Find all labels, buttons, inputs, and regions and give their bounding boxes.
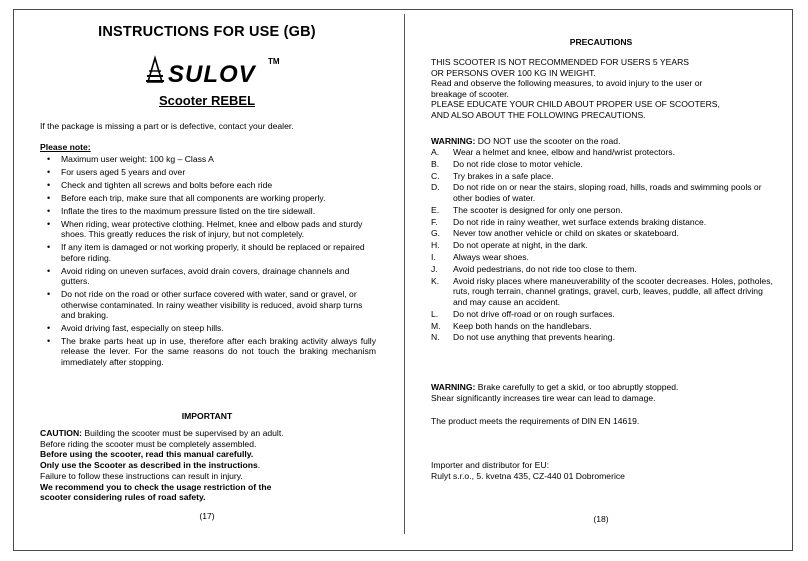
list-text: Do not ride in rainy weather, wet surface extends braking distance. — [453, 216, 707, 227]
standard-statement: The product meets the requirements of DIN EN 14619. — [431, 416, 640, 426]
precautions-list — [431, 147, 776, 344]
caution-period: . — [257, 460, 261, 471]
list-letter: D. — [431, 182, 440, 193]
list-letter: A. — [431, 147, 440, 157]
warning-text: Brake carefully to get a skid, or too abruptly stopped. — [475, 382, 679, 392]
list-letter: F. — [431, 216, 438, 227]
caution-line: We recommend you to check the usage restriction of the — [40, 481, 272, 492]
list-item: • Do not ride on the road or other surface covered with water, sand or gravel, or otherwise contaminated. In rainy weather visibility is reduced, avoid sharp turns and braking. — [40, 289, 376, 320]
importer-info — [431, 460, 776, 481]
caution-line: scooter considering rules of road safety. — [40, 492, 206, 503]
list-item — [431, 252, 776, 263]
list-item — [431, 182, 776, 203]
list-item — [431, 240, 776, 251]
list-text: The scooter is designed for only one person. — [453, 204, 623, 215]
list-item: • Avoid riding on uneven surfaces, avoid drain covers, drainage channels and gutters. — [40, 266, 376, 287]
intro-line: PLEASE EDUCATE YOUR CHILD ABOUT PROPER USE OF SCOOTERS, — [431, 99, 720, 110]
intro-line: THIS SCOOTER IS NOT RECOMMENDED FOR USERS 5 YEARS — [431, 57, 690, 67]
caution-line — [40, 428, 370, 439]
caution-line: Before using the scooter, read this manual carefully. — [40, 449, 254, 460]
page-number-right: (18) — [593, 514, 609, 524]
list-letter: I. — [431, 252, 436, 263]
intro-line: OR PERSONS OVER 100 KG IN WEIGHT. — [431, 67, 596, 78]
precautions-heading: PRECAUTIONS — [569, 37, 633, 47]
caution-text: Building the scooter must be supervised by an adult. — [82, 428, 284, 438]
intro-line: AND ALSO ABOUT THE FOLLOWING PRECAUTIONS. — [431, 109, 646, 120]
precautions-intro — [431, 57, 776, 121]
list-letter: B. — [431, 158, 440, 169]
list-item — [431, 147, 776, 158]
caution-line: Before riding the scooter must be completely assembled. — [40, 438, 257, 449]
caution-label: CAUTION: — [40, 428, 83, 438]
list-item — [431, 205, 776, 216]
list-letter: E. — [431, 204, 440, 215]
sulov-logo-mark — [146, 58, 164, 82]
warning-line: Shear significantly increases tire wear can lead to damage. — [431, 392, 656, 403]
product-name: Scooter REBEL — [158, 93, 256, 108]
logo-trademark: TM — [268, 57, 280, 66]
list-item — [431, 171, 776, 182]
intro-text: If the package is missing a part or is defective, contact your dealer. — [40, 121, 294, 131]
logo-wordmark: SULOV — [168, 61, 256, 86]
list-item: • If any item is damaged or not working properly, it should be replaced or repaired before riding. — [40, 242, 376, 263]
list-text: Avoid pedestrians, do not ride too close to them. — [453, 263, 637, 274]
list-item — [431, 264, 776, 275]
list-letter: H. — [431, 240, 440, 251]
caution-line: Failure to follow these instructions can result in injury. — [40, 470, 243, 481]
notes-list — [40, 154, 376, 370]
list-item — [431, 228, 776, 239]
list-item — [431, 321, 776, 332]
intro-line: Read and observe the following measures, to avoid injury to the user or — [431, 78, 703, 89]
warning-road — [431, 136, 620, 146]
list-text: Do not ride close to motor vehicle. — [453, 158, 583, 169]
list-text: Avoid risky places where maneuverability of the scooter decreases. Holes, potholes, ruts, rough terrain, channel gratings, gravel, curb, leaves, puddle, all affect driving and may cause an accident. — [453, 275, 773, 308]
list-item: • Check and tighten all screws and bolts before each ride — [40, 180, 376, 190]
list-text: Wear a helmet and knee, elbow and hand/wrist protectors. — [453, 147, 675, 157]
page-title: INSTRUCTIONS FOR USE (GB) — [98, 24, 316, 40]
list-text: Try brakes in a safe place. — [453, 170, 554, 181]
list-letter: L. — [431, 308, 439, 319]
sulov-logo — [142, 52, 282, 86]
list-letter: K. — [431, 275, 440, 286]
caution-bold-text: Only use the Scooter as described in the instructions — [40, 460, 258, 471]
list-item: • For users aged 5 years and over — [40, 167, 376, 177]
importer-line: Importer and distributor for EU: — [431, 460, 549, 470]
warning-text: DO NOT use the scooter on the road. — [475, 136, 621, 146]
warning-label: WARNING: — [431, 136, 476, 146]
list-letter: C. — [431, 170, 440, 181]
list-item — [431, 217, 776, 228]
warning-brake — [431, 382, 776, 403]
list-text: Never tow another vehicle or child on skates or skateboard. — [453, 228, 679, 239]
list-item: • The brake parts heat up in use, therefore after each braking activity always fully release the lever. For the same reasons do not touch the braking mechanism immediately after stopping. — [40, 336, 376, 367]
important-heading: IMPORTANT — [181, 411, 233, 421]
warning-label: WARNING: — [431, 382, 476, 392]
list-text: Do not drive off-road or on rough surfaces. — [453, 308, 615, 319]
importer-line: Rulyt s.r.o., 5. kvetna 435, CZ-440 01 Dobromerice — [431, 470, 625, 481]
list-item: • Avoid driving fast, especially on steep hills. — [40, 323, 376, 333]
list-text: Do not ride on or near the stairs, sloping road, hills, roads and swimming pools or other bodies of water. — [453, 182, 762, 204]
list-item: • Inflate the tires to the maximum pressure listed on the tire sidewall. — [40, 206, 376, 216]
intro-line: breakage of scooter. — [431, 88, 509, 99]
list-item — [431, 332, 776, 343]
list-text: Do not operate at night, in the dark. — [453, 240, 588, 251]
list-letter: J. — [431, 263, 438, 274]
list-letter: G. — [431, 228, 441, 239]
list-item: • Before each trip, make sure that all components are working properly. — [40, 193, 376, 203]
list-letter: N. — [431, 332, 440, 343]
list-item — [431, 309, 776, 320]
list-item: • Maximum user weight: 100 kg – Class A — [40, 154, 376, 164]
warning-line — [431, 382, 776, 393]
caution-line — [40, 460, 370, 471]
page-divider — [404, 14, 405, 534]
list-letter: M. — [431, 320, 441, 331]
list-text: Always wear shoes. — [453, 252, 529, 263]
note-heading: Please note: — [40, 142, 91, 152]
list-text: Do not use anything that prevents hearing. — [453, 332, 615, 343]
page-number-left: (17) — [199, 511, 215, 521]
list-item — [431, 276, 776, 308]
caution-block — [40, 428, 370, 503]
list-item — [431, 159, 776, 170]
list-item: • When riding, wear protective clothing. Helmet, knee and elbow pads and sturdy shoes. This greatly reduces the risk of injury, but not completely. — [40, 219, 376, 240]
list-text: Keep both hands on the handlebars. — [453, 320, 592, 331]
